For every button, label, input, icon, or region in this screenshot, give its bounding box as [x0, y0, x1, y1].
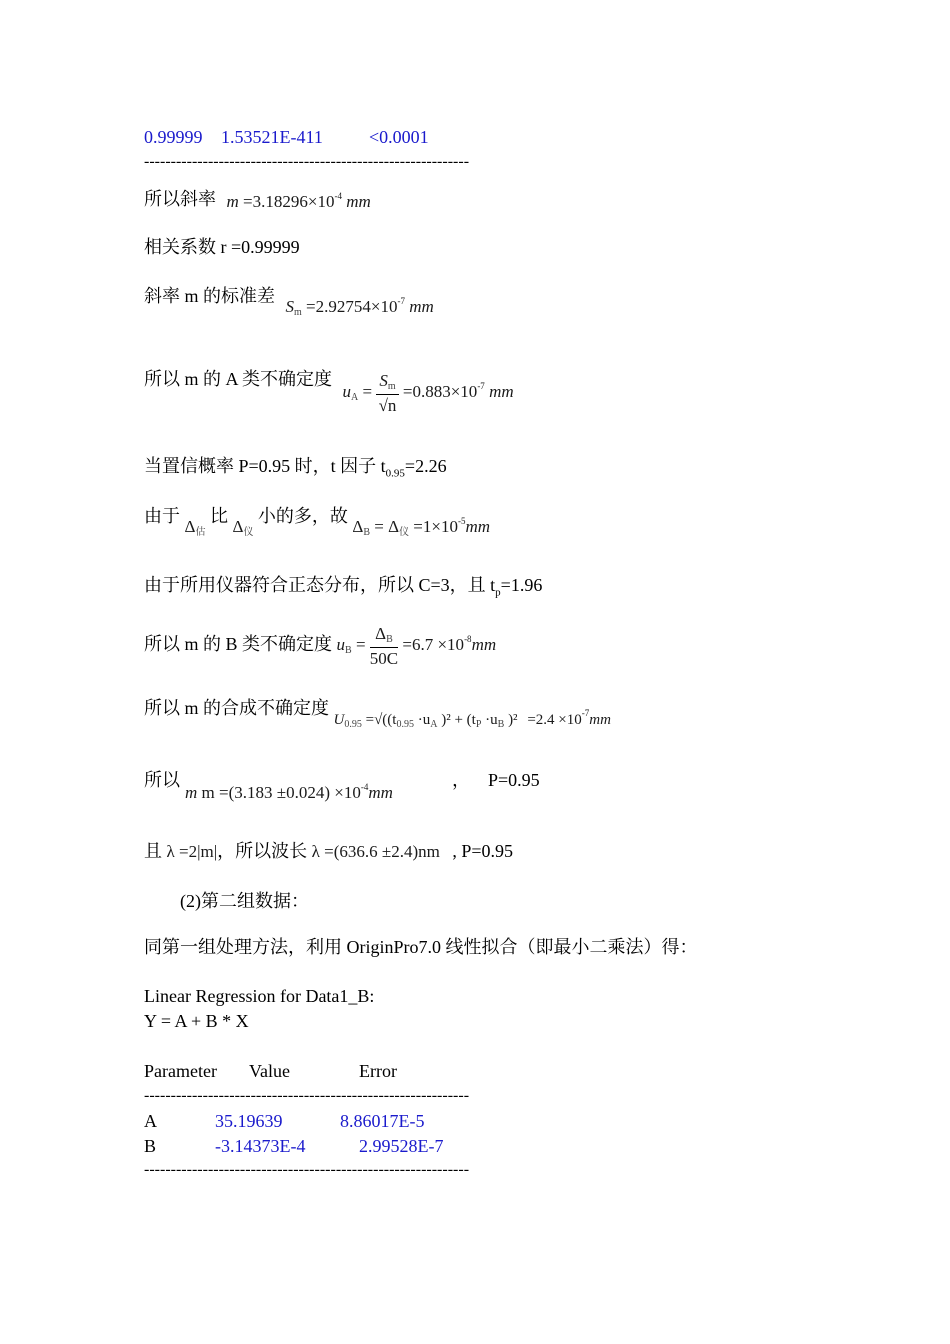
- table-header-value: Value: [249, 1061, 290, 1081]
- delta-equation: ΔB = Δ仪 $=1\times 10^{-5}mm$: [352, 516, 491, 538]
- ub-label: 所以 m 的 B 类不确定度: [144, 634, 333, 654]
- lambda-eq-2: λ =(636.6 ±2.4)nm: [311, 842, 440, 861]
- regression-equation: Y = A + B * X: [144, 1011, 249, 1031]
- top-row-p-value: <0.0001: [369, 127, 429, 147]
- result-comma: ，: [452, 770, 470, 790]
- ua-equation: uA = $\frac{Sm}{√n}$ $=0.883\times 10^{-7}$ mm: [342, 371, 514, 415]
- uc-equation: U0.95 =√((t0.95 ·uA )² + (tP ·uB )² =2.4 ×10-7mm: [333, 708, 611, 730]
- uc-label: 所以 m 的合成不确定度: [144, 698, 330, 718]
- correlation-line: 相关系数 r =0.99999: [144, 237, 300, 257]
- regression-title: Linear Regression for Data1_B:: [144, 986, 375, 1006]
- method-line: 同第一组处理方法，利用 OriginPro7.0 线性拟合（即最小二乘法）得：: [144, 937, 698, 957]
- slope-label: 所以斜率: [144, 189, 216, 209]
- t-factor-line: 当置信概率 P=0.95 时，t 因子 $t_{0.95}=2.26$: [144, 456, 447, 480]
- ua-label: 所以 m 的 A 类不确定度: [144, 369, 333, 389]
- table-row-b-param: B: [144, 1136, 157, 1156]
- top-row-sd-value: 1.53521E-411: [221, 127, 323, 147]
- ub-line: [144, 625, 496, 667]
- table-row-a-param: A: [144, 1111, 157, 1131]
- sd-line: [144, 286, 434, 318]
- section-2-heading: (2)第二组数据：: [180, 891, 309, 911]
- ub-equation: uB = $\frac{\Delta B}{50C}$ $=6.7 \times 10^{-8}mm$: [336, 624, 497, 668]
- table-row-b-value: -3.14373E-4: [215, 1136, 306, 1156]
- normal-dist-line: 由于所用仪器符合正态分布，所以 C=3，且 $t_p=1.96$: [144, 575, 543, 599]
- separator-line: -------------------------------------------------------------: [144, 153, 470, 170]
- result-p: P=0.95: [488, 770, 540, 790]
- ua-line: [144, 370, 514, 420]
- table-row-b-error: 2.99528E-7: [359, 1136, 444, 1156]
- ub-fraction: $\frac{\Delta B}{50C}$: [369, 624, 399, 668]
- top-row-r-value: 0.99999: [144, 127, 203, 147]
- table-row-a-value: 35.19639: [215, 1111, 283, 1131]
- result-label: 所以: [144, 770, 180, 790]
- ua-fraction: $\frac{Sm}{√n}$: [376, 372, 398, 414]
- table-row-a-error: 8.86017E-5: [340, 1111, 425, 1131]
- sd-label: 斜率 m 的标准差: [144, 286, 276, 306]
- uc-line: [144, 698, 611, 730]
- slope-line: [144, 189, 371, 211]
- table-header-parameter: Parameter: [144, 1061, 217, 1081]
- wavelength-line: 且 λ =2|m|，所以波长 λ =(636.6 ±2.4)nm , P=0.95: [144, 841, 514, 861]
- delta-line: 由于 Δ估 比 Δ仪 小的多，故 ΔB = Δ仪 $=1\times 10^{-5}mm$: [144, 506, 491, 538]
- table-header-error: Error: [359, 1061, 397, 1081]
- table-separator-top: -------------------------------------------------------------: [144, 1087, 470, 1104]
- result-equation: m $m =(3.183 \pm 0.024) \times 10^{-4}mm$: [185, 782, 393, 802]
- lambda-eq-1: λ =2|m|: [166, 842, 218, 861]
- sd-equation: $Sm =2.92754\times 10^{-7}$ mm: [285, 296, 434, 318]
- table-separator-bottom: -------------------------------------------------------------: [144, 1161, 470, 1178]
- slope-equation: $m =3.18296\times 10^{-4}$ mm: [226, 191, 371, 211]
